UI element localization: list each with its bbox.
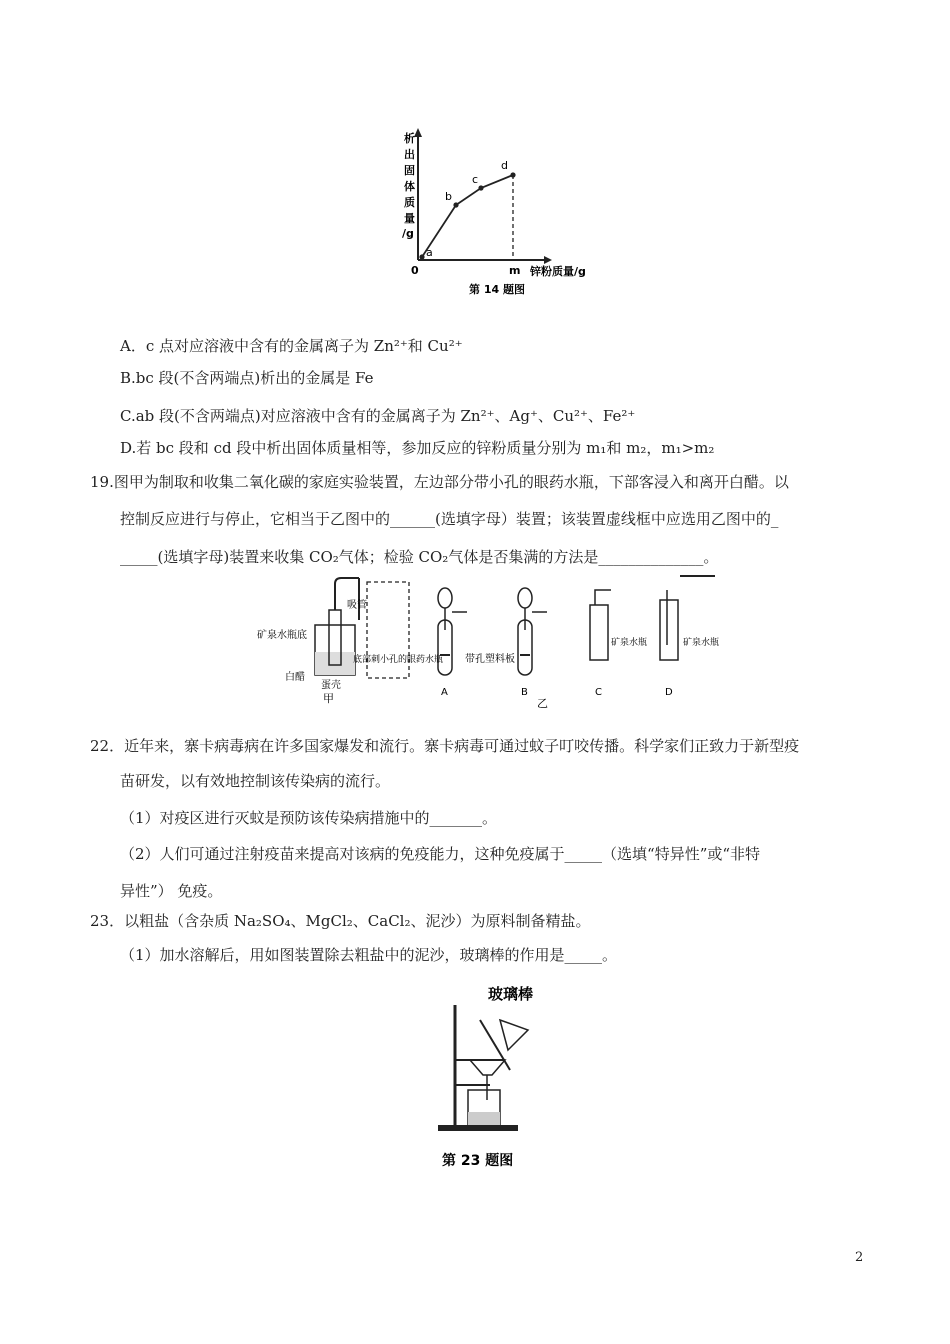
label-b: B	[521, 687, 528, 698]
label-d: D	[665, 687, 673, 698]
y-label-3: 固	[404, 164, 415, 177]
figure-23	[430, 975, 550, 1175]
label-yi: 乙	[537, 697, 548, 710]
label-bottle-d: 矿泉水瓶	[683, 638, 720, 648]
q22-sub-2b: 异性”） 免疫。	[120, 882, 223, 900]
label-a: A	[441, 687, 448, 698]
label-c: C	[595, 687, 602, 698]
y-label-4: 体	[404, 180, 415, 193]
page-number: 2	[855, 1250, 864, 1265]
q23-line-1: 23．以粗盐（含杂质 Na₂SO₄、MgCl₂、CaCl₂、泥沙）为原料制备精盐。	[90, 912, 591, 930]
point-a: a	[426, 246, 433, 259]
q22-sub-1: （1）对疫区进行灭蚊是预防该传染病措施中的_______。	[120, 809, 498, 827]
option-a: A．c 点对应溶液中含有的金属离子为 Zn²⁺和 Cu²⁺	[120, 337, 463, 355]
q22-line-1: 22．近年来，寨卡病毒病在许多国家爆发和流行。寨卡病毒可通过蚊子叮咬传播。科学家们正致力于新型疫	[90, 737, 800, 755]
label-dropper: 底部刺小孔的眼药水瓶	[353, 655, 444, 665]
origin-label: 0	[411, 264, 419, 277]
label-jia: 甲	[323, 692, 334, 705]
point-c: c	[472, 173, 479, 186]
label-bottle-c: 矿泉水瓶	[611, 638, 648, 648]
q19-figure-svg	[255, 570, 735, 710]
glass-rod-label: 玻璃棒	[488, 985, 534, 1003]
q22-sub-2a: （2）人们可通过注射疫苗来提高对该病的免疫能力，这种免疫属于_____（选填“特异性”或“非特	[120, 845, 761, 863]
y-label-2: 出	[404, 148, 415, 161]
label-eggshell: 蛋壳	[321, 680, 341, 691]
q19-line-3: _____(选填字母)装置来收集 CO₂气体；检验 CO₂气体是否集满的方法是______________。	[120, 548, 719, 566]
figure-23-svg	[430, 975, 550, 1175]
point-d: d	[501, 159, 508, 172]
option-b: B.bc 段(不含两端点)析出的金属是 Fe	[120, 369, 374, 387]
figure-14-graph	[370, 125, 610, 305]
option-c: C.ab 段(不含两端点)对应溶液中含有的金属离子为 Zn²⁺、Ag⁺、Cu²⁺、Fe²⁺	[120, 407, 636, 425]
m-label: m	[509, 264, 521, 277]
y-label-5: 质	[404, 196, 415, 209]
label-bottle-bottom: 矿泉水瓶底	[257, 630, 307, 641]
x-axis-label: 锌粉质量/g	[530, 265, 586, 278]
y-label-6: 量	[404, 212, 415, 225]
q23-sub-1: （1）加水溶解后，用如图装置除去粗盐中的泥沙，玻璃棒的作用是_____。	[120, 946, 618, 964]
figure-23-caption: 第 23 题图	[442, 1153, 514, 1169]
label-plate: 带孔塑料板	[465, 654, 515, 665]
q19-line-1: 19.图甲为制取和收集二氧化碳的家庭实验装置，左边部分带小孔的眼药水瓶，下部客浸入和离开白醋。以	[90, 473, 789, 491]
q19-figure	[255, 570, 735, 710]
figure-14	[370, 125, 610, 305]
q19-line-2: 控制反应进行与停止，它相当于乙图中的______(选填字母）装置；该装置虚线框中应选用乙图中的_	[120, 510, 779, 528]
point-b: b	[445, 190, 452, 203]
q22-line-2: 苗研发，以有效地控制该传染病的流行。	[120, 772, 391, 790]
y-label-1: 析	[404, 132, 415, 145]
y-label-7: /g	[402, 227, 414, 240]
figure-14-caption: 第 14 题图	[469, 283, 525, 296]
label-tube: 吸管	[347, 600, 367, 611]
label-vinegar: 白醋	[285, 672, 305, 683]
option-d: D.若 bc 段和 cd 段中析出固体质量相等，参加反应的锌粉质量分别为 m₁和 m₂，m₁>m₂	[120, 439, 715, 457]
